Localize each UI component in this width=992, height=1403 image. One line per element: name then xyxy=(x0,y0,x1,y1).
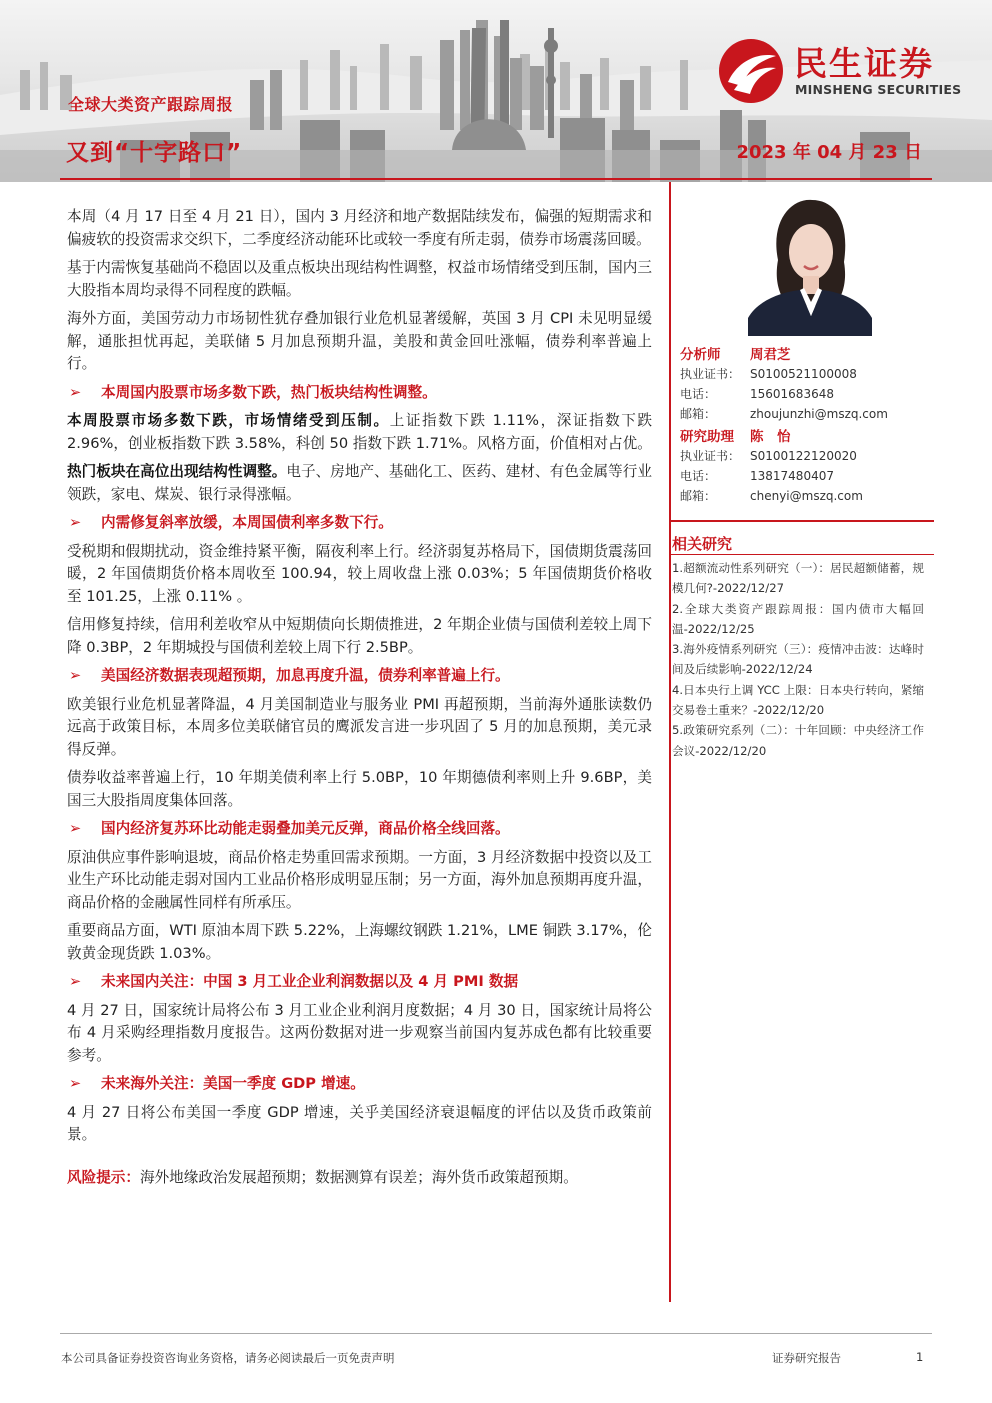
section-heading: ➢ 本周国内股票市场多数下跌，热门板块结构性调整。 xyxy=(67,382,652,405)
related-underline xyxy=(671,554,934,555)
related-research-list xyxy=(672,558,924,761)
page-number: 1 xyxy=(916,1350,924,1364)
arrow-icon: ➢ xyxy=(69,973,82,990)
paragraph-domestic-watch: 4 月 27 日，国家统计局将公布 3 月工业企业利润月度数据；4 月 30 日，国家统计局将公布 4 月采购经理指数月度报告。这两份数据对进一步观察当前国内复苏成色都有比较重要参考。 xyxy=(67,1001,652,1064)
paragraph-overseas: 海外方面，美国劳动力市场韧性犹存叠加银行业危机显著缓解，英国 3 月 CPI 未见明显缓解，通胀担忧再起，美联储 5 月加息预期升温，美股和黄金回吐涨幅，债券利率普遍上行。 xyxy=(67,310,652,372)
analyst-role: 分析师 xyxy=(680,347,721,363)
logo-english-name: MINSHENG SECURITIES xyxy=(795,82,962,97)
paragraph-key-commodities: 重要商品方面，WTI 原油本周下跌 5.22%，上海螺纹钢跌 1.21%，LME 铜跌 3.17%，伦敦黄金现货跌 1.03%。 xyxy=(67,922,652,962)
analyst-phone: 15601683648 xyxy=(750,387,834,401)
section-heading: ➢ 未来国内关注：中国 3 月工业企业利润数据以及 4 月 PMI 数据 xyxy=(67,971,652,994)
phone-row: 电话： 15601683648 xyxy=(680,387,834,401)
assistant-row xyxy=(680,425,930,447)
assistant-role: 研究助理 xyxy=(680,429,734,445)
analyst-photo xyxy=(748,190,872,336)
logo-chinese-name: 民生证券 xyxy=(794,44,934,83)
header-divider xyxy=(60,178,932,180)
email-row: 邮箱： zhoujunzhi@mszq.com xyxy=(680,407,888,421)
paragraph-stocks: 本周股票市场多数下跌，市场情绪受到压制。上证指数下跌 1.11%，深证指数下跌 2.96%，创业板指数下跌 3.58%，科创 50 指数下跌 1.71%。风格方面，价值相对占优。 xyxy=(67,412,652,452)
arrow-icon: ➢ xyxy=(69,667,82,684)
minsheng-emblem-icon xyxy=(718,38,784,104)
paragraph-bonds: 受税期和假期扰动，资金维持紧平衡，隔夜利率上行。经济弱复苏格局下，国债期货震荡回暖，2 年国债期货价格本周收至 100.94，较上周收盘上涨 0.03%；5 年国债期货价格收至 101.25，上涨 0.11% 。 xyxy=(67,542,652,605)
section-heading: ➢ 未来海外关注：美国一季度 GDP 增速。 xyxy=(67,1073,652,1096)
assistant-phone: 13817480407 xyxy=(750,469,834,483)
arrow-icon: ➢ xyxy=(69,1075,82,1092)
related-item[interactable]: 5.政策研究系列（二）：十年回顾：中央经济工作会议-2022/12/20 xyxy=(672,723,924,758)
header-banner xyxy=(0,0,992,182)
email-row: 邮箱： chenyi@mszq.com xyxy=(680,489,863,503)
related-research-heading: 相关研究 xyxy=(672,535,733,553)
paragraph-overseas-watch: 4 月 27 日将公布美国一季度 GDP 增速，关乎美国经济衰退幅度的评估以及货币政策前景。 xyxy=(67,1103,652,1143)
assistant-email: chenyi@mszq.com xyxy=(750,489,863,503)
related-divider xyxy=(671,520,934,522)
license-row: 执业证书： S0100122120020 xyxy=(680,449,857,463)
assistant-name: 陈 怡 xyxy=(750,429,791,445)
footer-disclaimer: 本公司具备证券投资咨询业务资格，请务必阅读最后一页免责声明 xyxy=(61,1351,395,1365)
phone-row: 电话： 13817480407 xyxy=(680,469,834,483)
section-heading: ➢ 国内经济复苏环比动能走弱叠加美元反弹，商品价格全线回落。 xyxy=(67,818,652,841)
related-item[interactable]: 2.全球大类资产跟踪周报：国内债市大幅回温-2022/12/25 xyxy=(672,601,924,636)
license-row: 执业证书： S0100521100008 xyxy=(680,367,857,381)
analyst-row xyxy=(680,343,930,365)
related-item[interactable]: 4.日本央行上调 YCC 上限：日本央行转向，紧缩交易卷土重来？-2022/12/20 xyxy=(672,682,924,718)
report-title: 又到“十字路口” xyxy=(66,140,243,166)
paragraph-equity: 基于内需恢复基础尚不稳固以及重点板块出现结构性调整，权益市场情绪受到压制，国内三大股指本周均录得不同程度的跌幅。 xyxy=(67,259,652,299)
analyst-email: zhoujunzhi@mszq.com xyxy=(750,407,888,421)
arrow-icon: ➢ xyxy=(69,820,82,837)
related-item[interactable]: 1.超额流动性系列研究（一）：居民超额储蓄，规模几何?-2022/12/27 xyxy=(672,561,924,596)
column-divider xyxy=(669,182,671,1302)
analyst-license: S0100521100008 xyxy=(750,367,857,381)
series-title: 全球大类资产跟踪周报 xyxy=(68,95,234,114)
company-logo xyxy=(718,34,968,104)
footer-divider xyxy=(60,1333,932,1334)
analyst-info xyxy=(680,343,930,507)
footer-doc-type: 证券研究报告 xyxy=(772,1351,841,1365)
assistant-license: S0100122120020 xyxy=(750,449,857,463)
arrow-icon: ➢ xyxy=(69,383,82,401)
risk-warning: 风险提示：海外地缘政治发展超预期；数据测算有误差；海外货币政策超预期。 xyxy=(67,1168,578,1186)
paragraph-credit: 信用修复持续，信用利差收窄从中短期债向长期债推进，2 年期企业债与国债利差较上周下降 0.3BP，2 年期城投与国债利差较上周下行 2.5BP。 xyxy=(67,616,652,656)
analyst-name: 周君芝 xyxy=(750,347,791,363)
report-date: 2023 年 04 月 23 日 xyxy=(736,142,922,163)
section-heading: ➢ 美国经济数据表现超预期，加息再度升温，债券利率普遍上行。 xyxy=(67,665,652,688)
paragraph-yields: 债券收益率普遍上行，10 年期美债利率上行 5.0BP，10 年期德债利率则上升 9.6BP，美国三大股指周度集体回落。 xyxy=(67,769,652,809)
paragraph-sectors: 热门板块在高位出现结构性调整。电子、房地产、基础化工、医药、建材、有色金属等行业领跌，家电、煤炭、银行录得涨幅。 xyxy=(67,463,652,503)
paragraph-us-economy: 欧美银行业危机显著降温，4 月美国制造业与服务业 PMI 再超预期，当前海外通胀读数仍远高于政策目标，本周多位美联储官员的鹰派发言进一步巩固了 5 月的加息预期，美元录得反弹。 xyxy=(67,695,652,758)
arrow-icon: ➢ xyxy=(69,514,82,531)
paragraph-commodities: 原油供应事件影响退坡，商品价格走势重回需求预期。一方面，3 月经济数据中投资以及工业生产环比动能走弱对国内工业品价格形成明显压制；另一方面，海外加息预期再度升温，商品价格的金融属性同样有所承压。 xyxy=(67,848,652,911)
summary-body xyxy=(67,206,652,1195)
section-heading: ➢ 内需修复斜率放缓，本周国债利率多数下行。 xyxy=(67,512,652,535)
paragraph-intro: 本周（4 月 17 日至 4 月 21 日），国内 3 月经济和地产数据陆续发布，偏强的短期需求和偏疲软的投资需求交织下，二季度经济动能环比或较一季度有所走弱，债券市场震荡回暖。 xyxy=(67,208,652,248)
related-item[interactable]: 3.海外疫情系列研究（三）：疫情冲击波：达峰时间及后续影响-2022/12/24 xyxy=(672,642,924,677)
